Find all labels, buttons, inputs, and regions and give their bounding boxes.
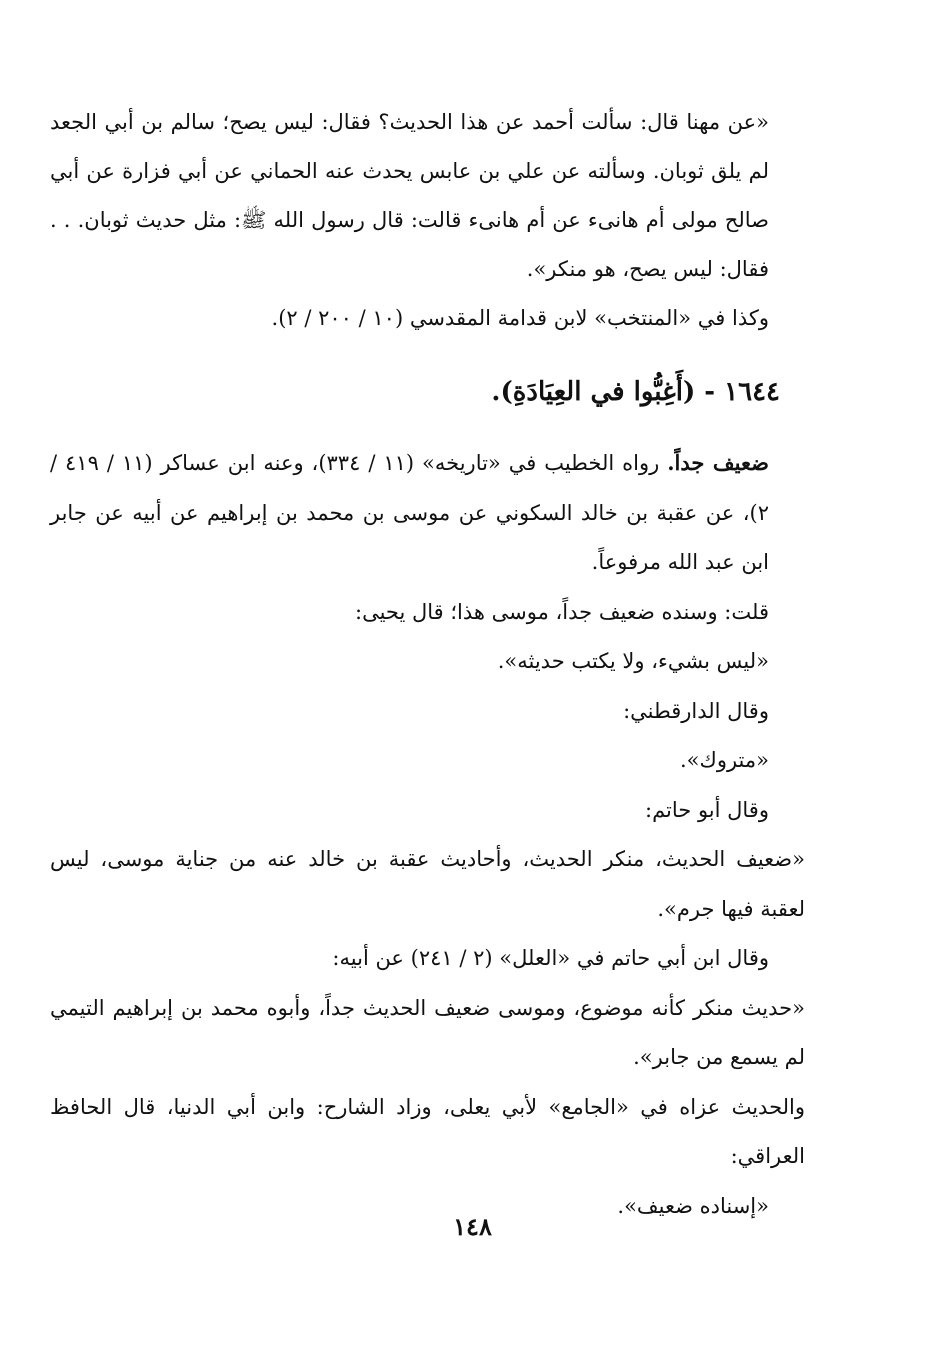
- quote-paragraph: «حديث منكر كأنه موضوع، وموسى ضعيف الحديث جداً، وأبوه محمد بن إبراهيم التيمي لم يسمع من جابر».: [50, 995, 805, 1069]
- top-text-block: [50, 98, 805, 343]
- quote-line: «ليس بشيء، ولا يكتب حديثه».: [497, 649, 769, 673]
- main-text-block: [50, 438, 805, 1231]
- grading-paragraph: [50, 438, 805, 588]
- quote-paragraph: «عن مهنا قال: سألت أحمد عن هذا الحديث؟ فقال: ليس يصح؛ سالم بن أبي الجعد لم يلق ثوبان. وسألته عن علي بن عابس يحدث عنه الحماني عن أبي فزارة عن أبي صالح مولى أم هانىء عن أم هانىء قالت: قال رسول الله ﷺ: مثل حديث ثوبان. . . فقال: ليس يصح، هو منكر».: [50, 110, 769, 281]
- narrator-line: وقال ابن أبي حاتم في «العلل» (٢ / ٢٤١) عن أبيه:: [332, 946, 769, 970]
- page-number: ١٤٨: [453, 1212, 492, 1241]
- quote-line: «إسناده ضعيف».: [617, 1193, 769, 1218]
- attribution-paragraph: والحديث عزاه في «الجامع» لأبي يعلى، وزاد الشارح: وابن أبي الدنيا، قال الحافظ العراقي:: [50, 1094, 805, 1168]
- narrator-line: وقال الدارقطني:: [623, 698, 769, 723]
- narrator-line: وقال أبو حاتم:: [645, 797, 769, 822]
- source-paragraph: وكذا في «المنتخب» لابن قدامة المقدسي (١٠ / ٢٠٠ / ٢).: [271, 306, 769, 330]
- comment-paragraph: قلت: وسنده ضعيف جداً، موسى هذا؛ قال يحيى:: [355, 599, 769, 624]
- grading-label: ضعيف جداً.: [667, 450, 769, 475]
- quote-line: «متروك».: [680, 748, 769, 772]
- grading-text: رواه الخطيب في «تاريخه» (١١ / ٣٣٤)، وعنه ابن عساكر (١١ / ٤١٩ / ٢)، عن عقبة بن خالد السكوني عن موسى بن محمد بن إبراهيم عن أبيه عن جابر ابن عبد الله مرفوعاً.: [50, 451, 769, 574]
- quote-paragraph: «ضعيف الحديث، منكر الحديث، وأحاديث عقبة بن خالد عنه من جناية موسى، ليس لعقبة فيها جرم».: [50, 847, 805, 921]
- hadith-heading: ١٦٤٤ - (أَغِبُّوا في العِيَادَةِ).: [491, 377, 780, 407]
